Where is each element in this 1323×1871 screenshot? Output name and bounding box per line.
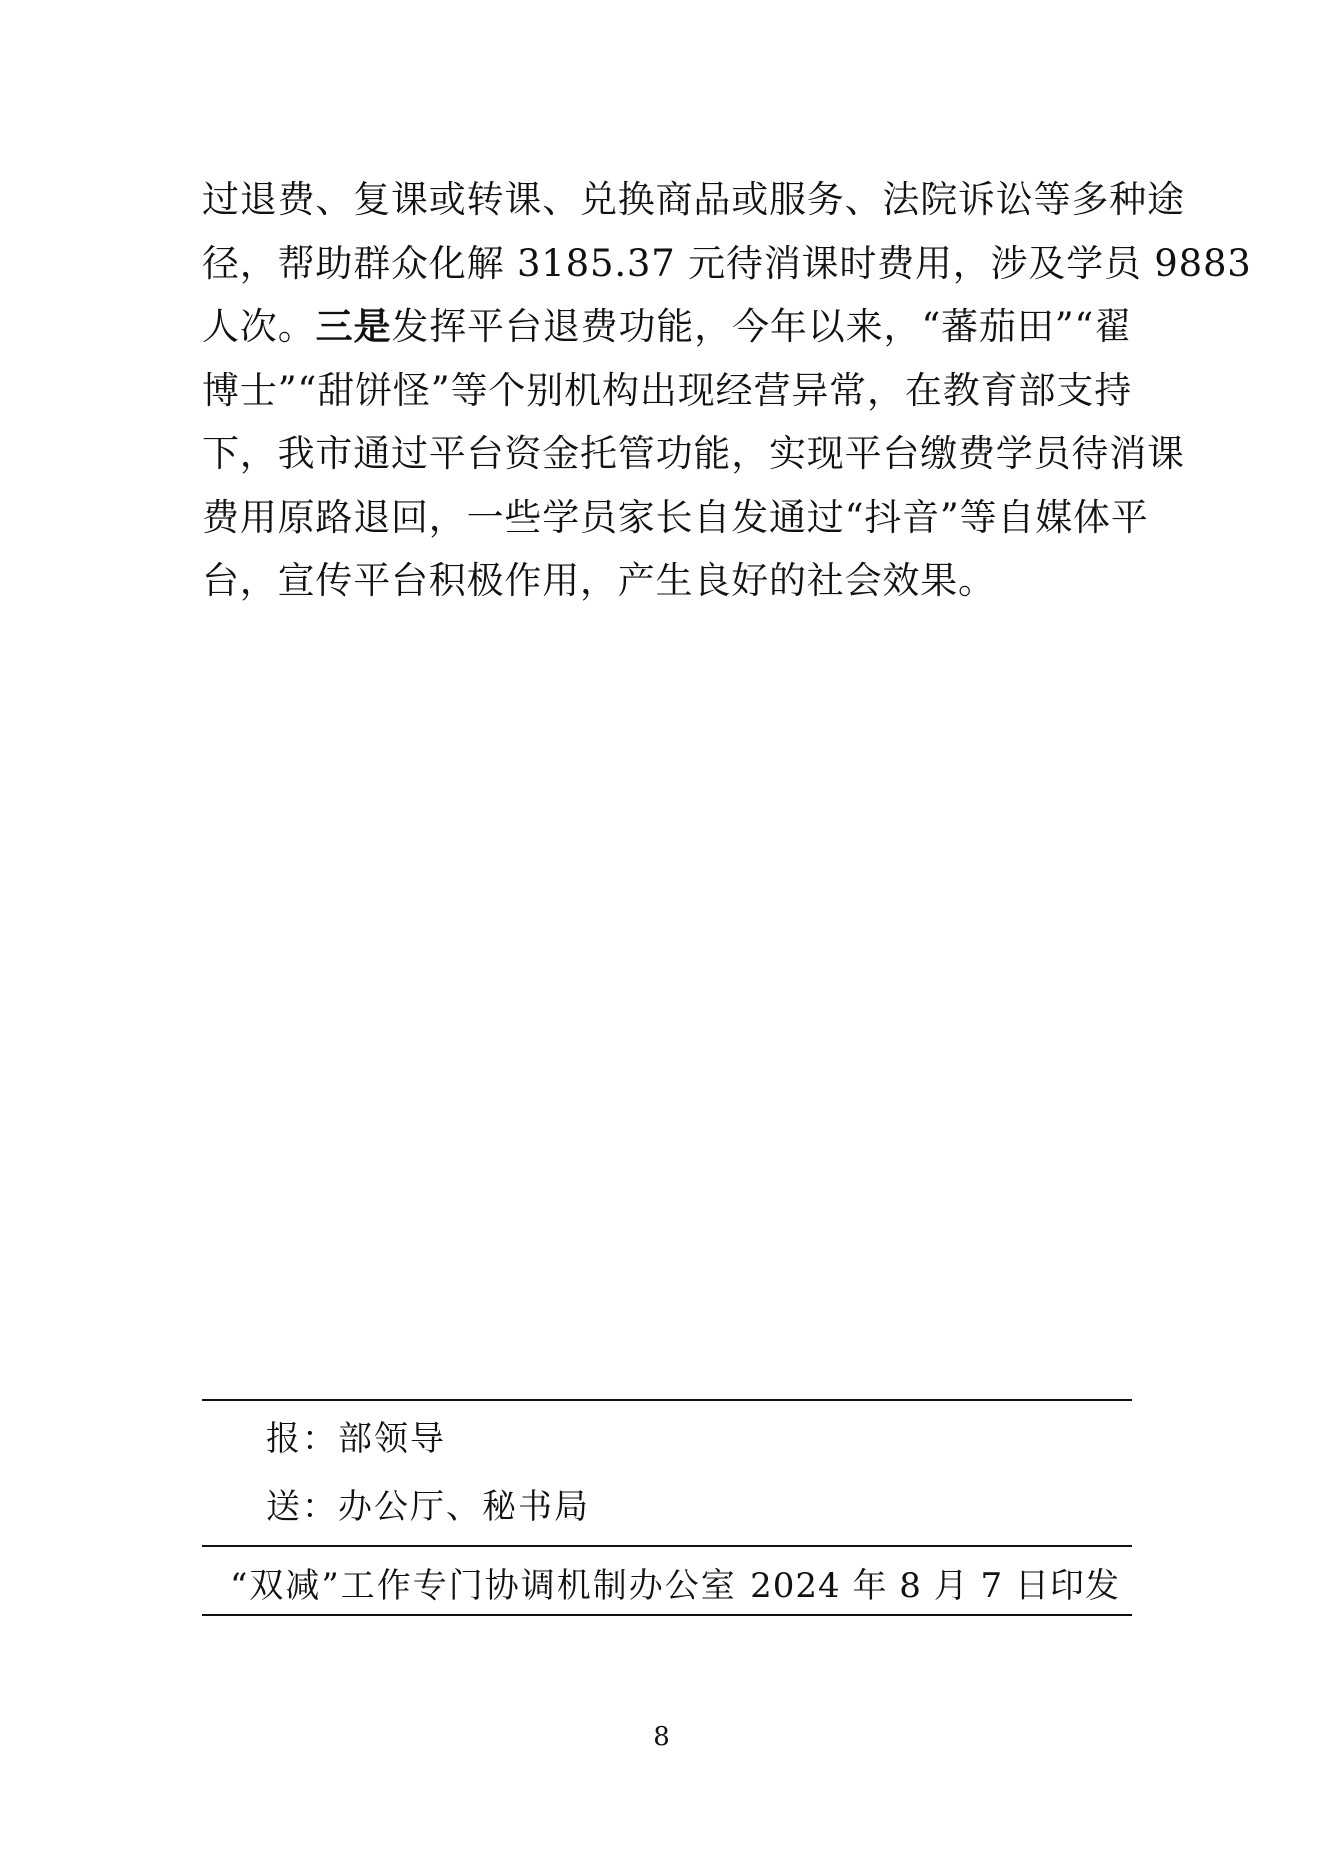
body-line-1-text: 过退费、复课或转课、兑换商品或服务、法院诉讼等多种途 xyxy=(202,178,1185,221)
body-line-4 xyxy=(202,359,1132,423)
divider-middle xyxy=(202,1545,1132,1547)
body-line-3 xyxy=(202,295,1132,359)
body-line-5 xyxy=(202,422,1185,486)
body-paragraph xyxy=(202,168,1252,613)
divider-bottom xyxy=(202,1614,1132,1616)
bold-emphasis-third-point: 三是 xyxy=(315,304,392,348)
body-line-7 xyxy=(202,549,1132,613)
issue-date: 2024 年 8 月 7 日印发 xyxy=(750,1566,1120,1606)
body-line-4-text: 博士”“甜饼怪”等个别机构出现经营异常，在教育部支持 xyxy=(202,368,1132,412)
body-line-1 xyxy=(202,168,1185,232)
body-line-5-text: 下，我市通过平台资金托管功能，实现平台缴费学员待消课 xyxy=(202,432,1185,475)
body-line-2-text: 径，帮助群众化解 3185.37 元待消课时费用，涉及学员 9883 xyxy=(202,241,1252,285)
body-line-3-text-a: 人次。 xyxy=(202,305,316,348)
body-line-2 xyxy=(202,232,1252,296)
report-to-line: 报：部领导 xyxy=(266,1419,446,1459)
divider-top xyxy=(202,1399,1132,1401)
body-line-6-text: 费用原路退回，一些学员家长自发通过“抖音”等自媒体平 xyxy=(202,495,1149,539)
body-line-7-text: 台，宣传平台积极作用，产生良好的社会效果。 xyxy=(202,559,996,602)
issuing-office: “双减”工作专门协调机制办公室 xyxy=(230,1566,737,1606)
body-line-3-text-b: 发挥平台退费功能，今年以来，“蕃茄田”“翟 xyxy=(391,305,1133,348)
page-number: 8 xyxy=(653,1722,670,1752)
body-line-6 xyxy=(202,486,1149,550)
send-to-line: 送：办公厅、秘书局 xyxy=(266,1487,590,1527)
